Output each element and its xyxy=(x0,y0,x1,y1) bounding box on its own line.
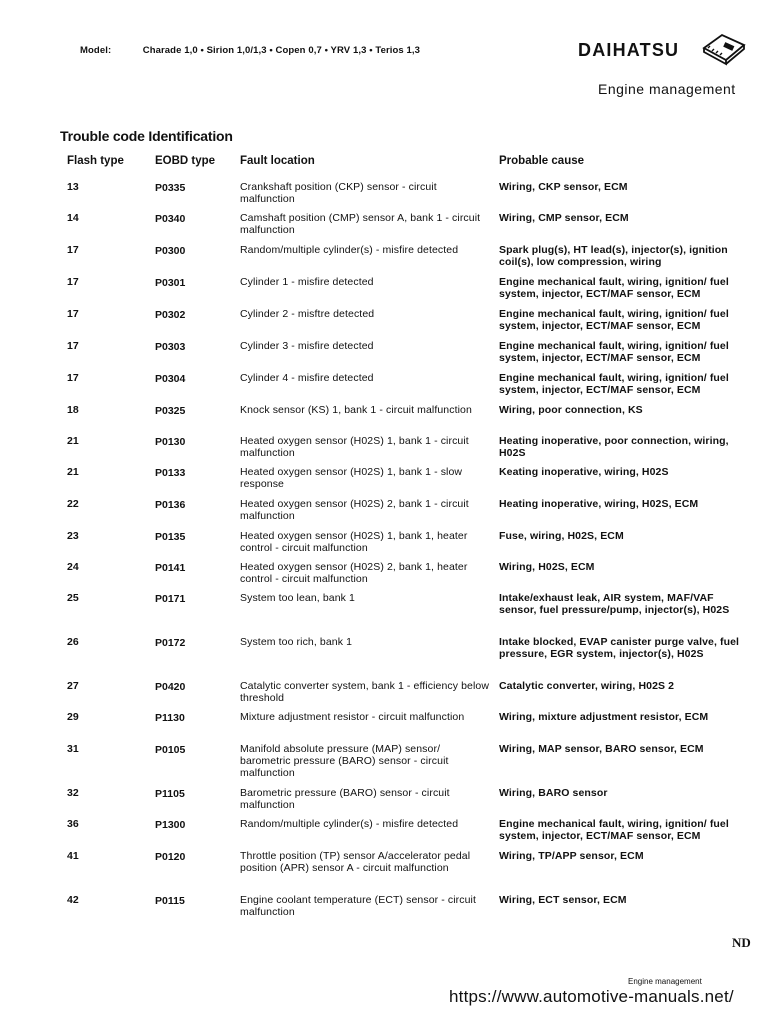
probable-cause: Heating inoperative, poor connection, wiring, H02S xyxy=(499,435,729,459)
model-line xyxy=(80,45,420,56)
eobd-code: P0130 xyxy=(155,436,186,448)
eobd-code: P0105 xyxy=(155,744,186,756)
model-list: Charade 1,0 • Sirion 1,0/1,3 • Copen 0,7 • YRV 1,3 • Terios 1,3 xyxy=(142,45,421,56)
fault-location: Cylinder 3 - misfire detected xyxy=(240,340,374,352)
probable-cause: Wiring, MAP sensor, BARO sensor, ECM xyxy=(499,743,704,755)
probable-cause: Fuse, wiring, H02S, ECM xyxy=(499,530,624,542)
eobd-code: P0115 xyxy=(155,895,185,907)
fault-location: Throttle position (TP) sensor A/accelerator pedal position (APR) sensor A - circuit malfunction xyxy=(240,850,471,874)
eobd-code: P0171 xyxy=(155,593,186,605)
probable-cause: Spark plug(s), HT lead(s), injector(s), ignition coil(s), low compression, wiring xyxy=(499,244,728,268)
fault-location: Camshaft position (CMP) sensor A, bank 1 - circuit malfunction xyxy=(240,212,481,236)
eobd-code: P0133 xyxy=(155,467,186,479)
fault-location: Heated oxygen sensor (H02S) 2, bank 1, heater control - circuit malfunction xyxy=(240,561,468,585)
flash-code: 25 xyxy=(67,592,79,604)
fault-location: Crankshaft position (CKP) sensor - circuit malfunction xyxy=(240,181,437,205)
fault-location: Catalytic converter system, bank 1 - efficiency below threshold xyxy=(240,680,490,704)
flash-code: 17 xyxy=(67,244,79,256)
fault-location: Barometric pressure (BARO) sensor - circuit malfunction xyxy=(240,787,450,811)
brand-name: DAIHATSU xyxy=(578,40,680,60)
flash-code: 17 xyxy=(67,372,79,384)
flash-code: 21 xyxy=(67,435,79,447)
flash-code: 22 xyxy=(67,498,79,510)
eobd-code: P0420 xyxy=(155,681,186,693)
flash-code: 31 xyxy=(67,743,79,755)
eobd-code: P0136 xyxy=(155,499,186,511)
flash-code: 18 xyxy=(67,404,79,416)
flash-code: 27 xyxy=(67,680,79,692)
subject-title: Engine management xyxy=(598,81,736,97)
flash-code: 41 xyxy=(67,850,79,862)
probable-cause: Catalytic converter, wiring, H02S 2 xyxy=(499,680,675,692)
probable-cause: Intake/exhaust leak, AIR system, MAF/VAF sensor, fuel pressure/pump, injector(s), H02S xyxy=(499,592,730,616)
fault-location: Heated oxygen sensor (H02S) 1, bank 1 - slow response xyxy=(240,466,463,490)
column-header-cause: Probable cause xyxy=(499,155,585,167)
probable-cause: Engine mechanical fault, wiring, ignition/ fuel system, injector, ECT/MAF sensor, ECM xyxy=(499,372,729,396)
flash-code: 17 xyxy=(67,276,79,288)
eobd-code: P0300 xyxy=(155,245,186,257)
flash-code: 36 xyxy=(67,818,79,830)
probable-cause: Wiring, H02S, ECM xyxy=(499,561,595,573)
eobd-code: P0172 xyxy=(155,637,186,649)
eobd-code: P0120 xyxy=(155,851,186,863)
probable-cause: Wiring, TP/APP sensor, ECM xyxy=(499,850,644,862)
fault-location: Cylinder 2 - misftre detected xyxy=(240,308,375,320)
section-title: Trouble code Identification xyxy=(60,128,233,144)
page-code: ND xyxy=(732,935,751,950)
probable-cause: Engine mechanical fault, wiring, ignition/ fuel system, injector, ECT/MAF sensor, ECM xyxy=(499,818,729,842)
probable-cause: Wiring, BARO sensor xyxy=(499,787,608,799)
eobd-code: P1105 xyxy=(155,788,185,800)
column-header-eobd: EOBD type xyxy=(155,155,216,167)
eobd-code: P0340 xyxy=(155,213,186,225)
eobd-code: P0304 xyxy=(155,373,186,385)
flash-code: 24 xyxy=(67,561,79,573)
fault-location: System too rich, bank 1 xyxy=(240,636,353,648)
fault-location: Knock sensor (KS) 1, bank 1 - circuit malfunction xyxy=(240,404,472,416)
probable-cause: Wiring, mixture adjustment resistor, ECM xyxy=(499,711,709,723)
flash-code: 14 xyxy=(67,212,79,224)
fault-location: Manifold absolute pressure (MAP) sensor/ barometric pressure (BARO) sensor - circuit malfunction xyxy=(240,743,449,779)
eobd-code: P1130 xyxy=(155,712,185,724)
fault-location: Random/multiple cylinder(s) - misfire detected xyxy=(240,818,459,830)
fault-location: Heated oxygen sensor (H02S) 1, bank 1, heater control - circuit malfunction xyxy=(240,530,468,554)
eobd-code: P0302 xyxy=(155,309,186,321)
probable-cause: Heating inoperative, wiring, H02S, ECM xyxy=(499,498,699,510)
flash-code: 21 xyxy=(67,466,79,478)
eobd-code: P0135 xyxy=(155,531,186,543)
probable-cause: Engine mechanical fault, wiring, ignition/ fuel system, injector, ECT/MAF sensor, ECM xyxy=(499,308,729,332)
probable-cause: Wiring, CMP sensor, ECM xyxy=(499,212,629,224)
eobd-code: P0301 xyxy=(155,277,186,289)
flash-code: 26 xyxy=(67,636,79,648)
probable-cause: Engine mechanical fault, wiring, ignition/ fuel system, injector, ECT/MAF sensor, ECM xyxy=(499,276,729,300)
fault-location: Mixture adjustment resistor - circuit malfunction xyxy=(240,711,465,723)
eobd-code: P0325 xyxy=(155,405,186,417)
flash-code: 42 xyxy=(67,894,79,906)
fault-location: Heated oxygen sensor (H02S) 2, bank 1 - circuit malfunction xyxy=(240,498,469,522)
footer-url[interactable]: https://www.automotive-manuals.net/ xyxy=(449,987,734,1006)
eobd-code: P0141 xyxy=(155,562,186,574)
probable-cause: Engine mechanical fault, wiring, ignition/ fuel system, injector, ECT/MAF sensor, ECM xyxy=(499,340,729,364)
fault-location: Heated oxygen sensor (H02S) 1, bank 1 - circuit malfunction xyxy=(240,435,469,459)
fault-location: Engine coolant temperature (ECT) sensor - circuit malfunction xyxy=(240,894,476,918)
flash-code: 17 xyxy=(67,340,79,352)
eobd-code: P0303 xyxy=(155,341,186,353)
fault-location: Cylinder 4 - misfire detected xyxy=(240,372,374,384)
eobd-code: P1300 xyxy=(155,819,186,831)
fault-location: System too lean, bank 1 xyxy=(240,592,355,604)
eobd-code: P0335 xyxy=(155,182,186,194)
footer-caption: Engine management xyxy=(628,977,702,986)
flash-code: 32 xyxy=(67,787,79,799)
probable-cause: Keating inoperative, wiring, H02S xyxy=(499,466,669,478)
probable-cause: Wiring, ECT sensor, ECM xyxy=(499,894,627,906)
probable-cause: Intake blocked, EVAP canister purge valve, fuel pressure, EGR system, injector(s), H02S xyxy=(499,636,740,660)
fault-location: Random/multiple cylinder(s) - misfire detected xyxy=(240,244,459,256)
flash-code: 23 xyxy=(67,530,79,542)
ecu-module-icon xyxy=(700,30,748,66)
flash-code: 17 xyxy=(67,308,79,320)
model-label: Model: xyxy=(80,45,112,56)
flash-code: 13 xyxy=(67,181,79,193)
probable-cause: Wiring, CKP sensor, ECM xyxy=(499,181,628,193)
flash-code: 29 xyxy=(67,711,79,723)
column-header-flash: Flash type xyxy=(67,155,124,167)
probable-cause: Wiring, poor connection, KS xyxy=(499,404,643,416)
column-header-fault: Fault location xyxy=(240,155,315,167)
fault-location: Cylinder 1 - misfire detected xyxy=(240,276,374,288)
